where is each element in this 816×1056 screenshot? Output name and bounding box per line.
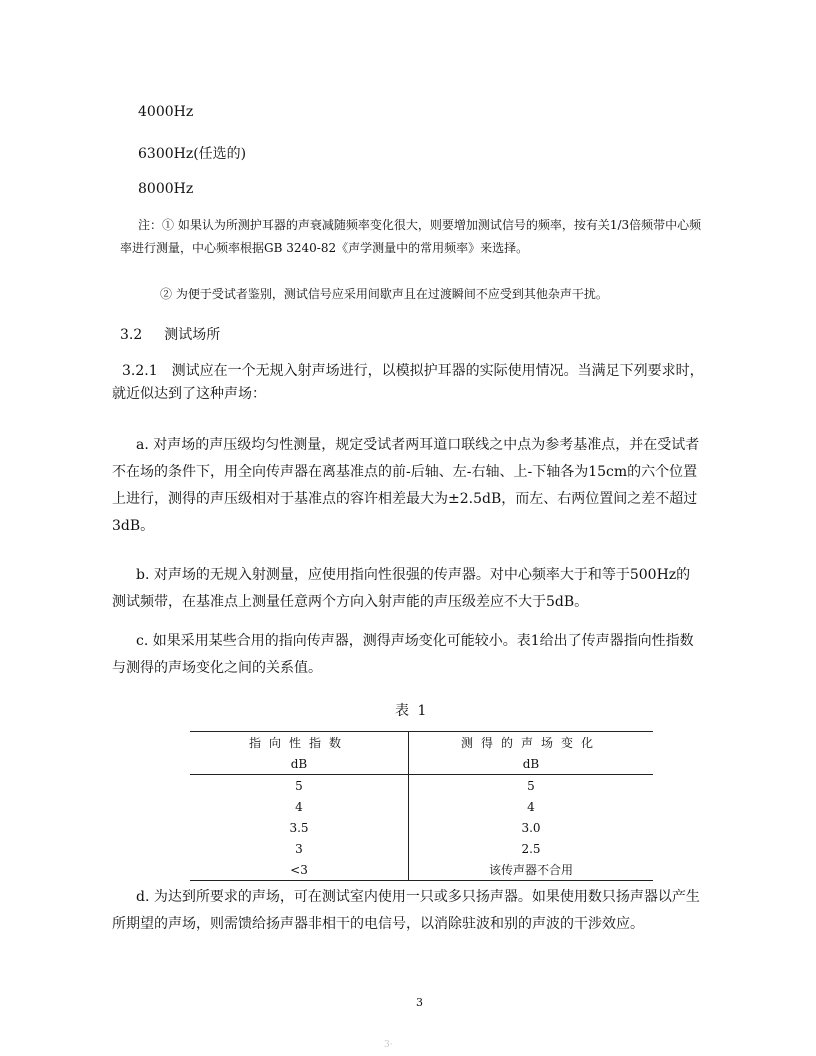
- table-cell-variation: 该传声器不合用: [409, 859, 654, 881]
- section-heading: [120, 324, 220, 344]
- page-number: 3: [416, 996, 423, 1009]
- table-cell-variation: 2.5: [521, 841, 541, 856]
- note-1: 注：① 如果认为所测护耳器的声衰减随频率变化很大，则要增加测试信号的频率，按有关1/3倍频带中心频率进行测量，中心频率根据GB 3240-82《声学测量中的常用频率》来选择。: [120, 218, 702, 255]
- paragraph-a: a. 对声场的声压级均匀性测量，规定受试者两耳道口联线之中点为参考基准点，并在受试者不在场的条件下，用全向传声器在离基准点的前-后轴、左-右轴、上-下轴各为15cm的六个位置上进行，测得的声压级相对于基准点的容许相差最大为±2.5dB，而左、右两位置间之差不超过3dB。: [112, 437, 700, 534]
- table-cell-index: 5: [190, 775, 409, 797]
- table-cell-index: 4: [190, 796, 409, 817]
- table-cell-index: <3: [190, 859, 409, 881]
- table-caption: 表 1: [395, 703, 429, 719]
- table-row: [190, 838, 653, 859]
- table-row: [190, 796, 653, 817]
- note-2: ② 为便于受试者鉴别，测试信号应采用间歇声且在过渡瞬间不应受到其他杂声干扰。: [160, 287, 608, 301]
- table-cell-index: 3: [190, 838, 409, 859]
- table-cell-variation: 3.0: [521, 820, 541, 835]
- table-header-left: 指向性指数: [190, 732, 409, 754]
- directivity-table: [190, 731, 653, 881]
- table-cell-variation: 4: [527, 799, 535, 814]
- table-row: [190, 817, 653, 838]
- paragraph-b: b. 对声场的无规入射测量，应使用指向性很强的传声器。对中心频率大于和等于500Hz的测试频带，在基准点上测量任意两个方向入射声能的声压级差应不大于5dB。: [112, 567, 691, 610]
- section-title: 测试场所: [164, 327, 221, 343]
- paragraph-d: d. 为达到所要求的声场，可在测试室内使用一只或多只扬声器。如果使用数只扬声器以产生所期望的声场，则需馈给扬声器非相干的电信号，以消除驻波和别的声波的干涉效应。: [112, 889, 700, 932]
- paragraph-c: c. 如果采用某些合用的指向传声器，测得声场变化可能较小。表1给出了传声器指向性指数与测得的声场变化之间的关系值。: [112, 633, 694, 676]
- table-unit-right: dB: [409, 753, 654, 775]
- table-cell-variation: 5: [527, 778, 535, 793]
- paragraph-3-2-1: 3.2.1 测试应在一个无规入射声场进行，以模拟护耳器的实际使用情况。当满足下列要求时，就近似达到了这种声场：: [112, 363, 704, 402]
- frequency-4000: 4000Hz: [138, 104, 194, 120]
- table-row: [190, 859, 653, 881]
- table-header-right: 测得的声场变化: [409, 732, 654, 754]
- frequency-6300: 6300Hz(任选的): [138, 146, 247, 162]
- section-number: 3.2: [120, 327, 143, 343]
- table-unit-left: dB: [190, 753, 409, 775]
- frequency-8000: 8000Hz: [138, 181, 194, 197]
- footer-mark: 3·: [384, 1040, 393, 1050]
- table-cell-index: 3.5: [190, 817, 409, 838]
- table-row: [190, 775, 653, 797]
